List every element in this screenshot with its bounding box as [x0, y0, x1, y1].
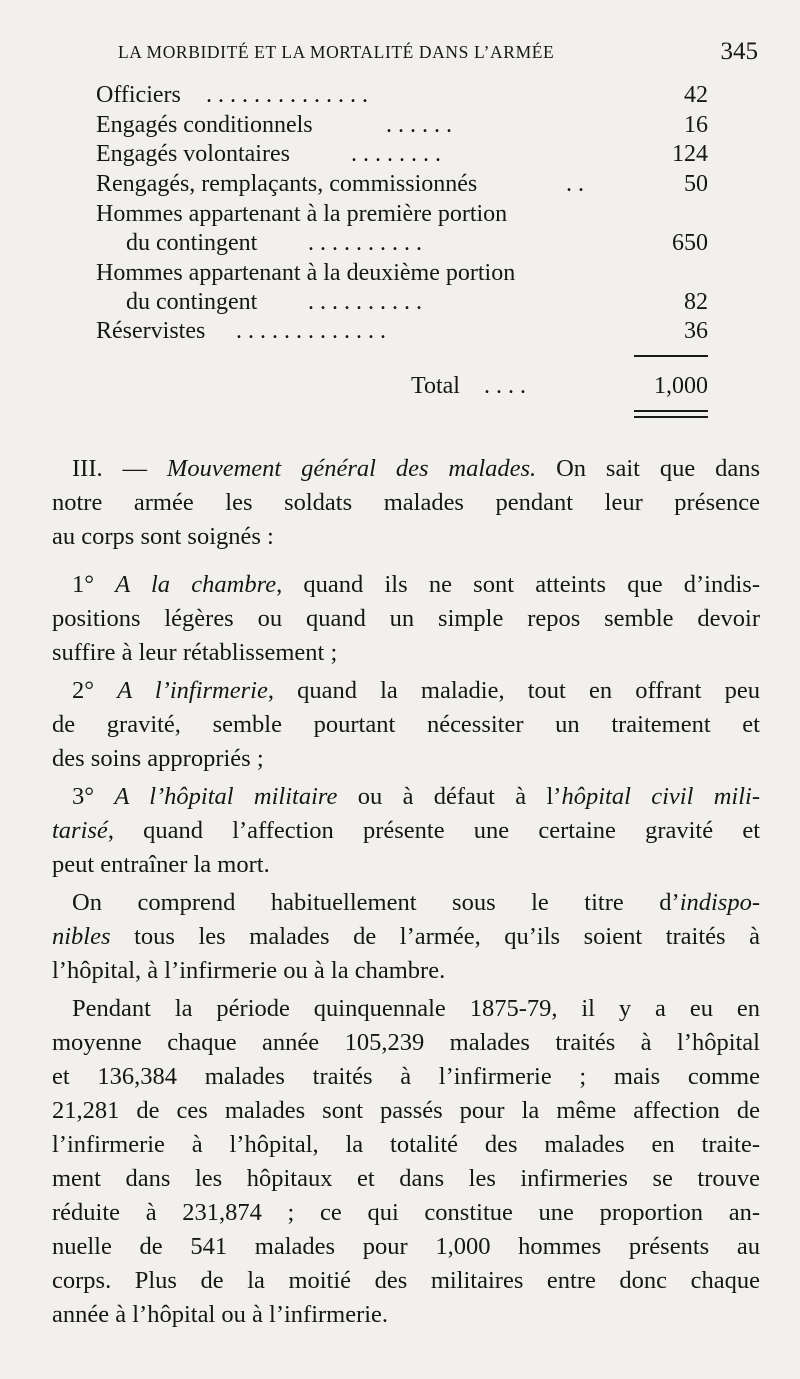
- italic-term: nibles: [52, 923, 111, 950]
- row-value: 50: [684, 171, 708, 197]
- leader-dots: . . . . . . . .: [351, 141, 441, 167]
- row-label: du contingent: [126, 230, 258, 256]
- row-label: Hommes appartenant à la deuxième portion: [96, 260, 516, 286]
- row-value: 42: [684, 82, 708, 108]
- row-label: Officiers: [96, 82, 181, 108]
- page-number: 345: [720, 38, 758, 65]
- text-line: 21,281 de ces malades sont passés pour la même affection de: [52, 1097, 760, 1124]
- text-line: [72, 452, 760, 486]
- text-line: nuelle de 541 malades pour 1,000 hommes présents au: [52, 1233, 760, 1260]
- text-span: On sait que dans: [536, 455, 761, 482]
- text-line: corps. Plus de la moitié des militaires entre donc chaque: [52, 1267, 760, 1294]
- italic-term: A la chambre: [115, 571, 277, 598]
- italic-term: hôpital civil mili-: [561, 783, 760, 810]
- text-line: de gravité, semble pourtant nécessiter un traitement et: [52, 711, 760, 738]
- text-line: [72, 568, 760, 602]
- leader-dots: . . . . . . . . . . . . .: [236, 318, 386, 344]
- text-line: l’hôpital, à l’infirmerie ou à la chambre.: [52, 957, 446, 984]
- table-row: [96, 258, 708, 288]
- text-span: ou à défaut à l’: [337, 783, 562, 810]
- italic-term: A l’infirmerie: [117, 677, 268, 704]
- total-value: 1,000: [654, 373, 708, 399]
- text-span: 3°: [72, 783, 115, 810]
- text-span: 2°: [72, 677, 118, 704]
- italic-term: tarisé: [52, 817, 108, 844]
- sum-rule: [634, 355, 708, 357]
- row-value: 650: [672, 230, 708, 256]
- row-label: Rengagés, remplaçants, commissionnés: [96, 171, 478, 197]
- text-span: tous les malades de l’armée, qu’ils soient traités à: [110, 923, 760, 950]
- leader-dots: . .: [566, 171, 584, 197]
- text-line: et 136,384 malades traités à l’infirmerie ; mais comme: [52, 1063, 760, 1090]
- leader-dots: . . . . . .: [386, 112, 452, 138]
- leader-dots: . . . . . . . . . . . . . .: [206, 82, 368, 108]
- leader-dots: . . . . . . . . . .: [308, 289, 422, 315]
- table-row: [96, 287, 708, 317]
- running-title: LA MORBIDITÉ ET LA MORTALITÉ DANS L’ARMÉE: [118, 42, 555, 62]
- row-label: Hommes appartenant à la première portion: [96, 201, 508, 227]
- table-row: [96, 199, 708, 229]
- leader-dots: . . . . . . . . . .: [308, 230, 422, 256]
- text-line: [72, 674, 760, 708]
- row-value: 82: [684, 289, 708, 315]
- table-row: [96, 316, 708, 346]
- row-value: 36: [684, 318, 708, 344]
- italic-term: A l’hôpital militaire: [114, 783, 338, 810]
- text-line: peut entraîner la mort.: [52, 851, 270, 878]
- text-span: , quand l’affection présente une certaine gravité et: [107, 817, 760, 844]
- text-line: [52, 814, 760, 848]
- running-header: [118, 38, 758, 68]
- text-span: , quand la maladie, tout en offrant peu: [267, 677, 760, 704]
- text-line: notre armée les soldats malades pendant leur présence: [52, 489, 760, 516]
- text-line: réduite à 231,874 ; ce qui constitue une proportion an-: [52, 1199, 760, 1226]
- total-label: Total: [411, 373, 460, 399]
- table-row: [96, 80, 708, 110]
- table-row: [96, 110, 708, 140]
- total-double-rule-top: [634, 410, 708, 412]
- text-span: 1°: [72, 571, 116, 598]
- text-span: , quand ils ne sont atteints que d’indis-: [276, 571, 760, 598]
- row-label: Engagés volontaires: [96, 141, 290, 167]
- table-row: [96, 139, 708, 169]
- text-line: positions légères ou quand un simple repos semble devoir: [52, 605, 760, 632]
- total-row: [96, 371, 708, 401]
- text-line: [52, 920, 760, 954]
- text-line: [72, 886, 760, 920]
- text-line: moyenne chaque année 105,239 malades traités à l’hôpital: [52, 1029, 760, 1056]
- row-value: 124: [672, 141, 708, 167]
- text-span: On comprend habituellement sous le titre d’: [72, 889, 680, 916]
- text-line: l’infirmerie à l’hôpital, la totalité des malades en traite-: [52, 1131, 760, 1158]
- text-line: Pendant la période quinquennale 1875-79, il y a eu en: [72, 995, 760, 1022]
- row-label: Réservistes: [96, 318, 206, 344]
- text-line: [72, 780, 760, 814]
- row-label: Engagés conditionnels: [96, 112, 313, 138]
- table-row: [96, 169, 708, 199]
- text-line: ment dans les hôpitaux et dans les infirmeries se trouve: [52, 1165, 760, 1192]
- text-span: III. —: [72, 455, 167, 482]
- row-value: 16: [684, 112, 708, 138]
- row-label: du contingent: [126, 289, 258, 315]
- text-line: suffire à leur rétablissement ;: [52, 639, 338, 666]
- text-line: des soins appropriés ;: [52, 745, 264, 772]
- italic-term: indispo-: [679, 889, 760, 916]
- text-line: année à l’hôpital ou à l’infirmerie.: [52, 1301, 389, 1328]
- total-double-rule-bottom: [634, 416, 708, 418]
- text-line: au corps sont soignés :: [52, 523, 274, 550]
- italic-heading: Mouvement général des malades.: [166, 455, 537, 482]
- table-row: [96, 228, 708, 258]
- leader-dots: . . . .: [484, 373, 526, 399]
